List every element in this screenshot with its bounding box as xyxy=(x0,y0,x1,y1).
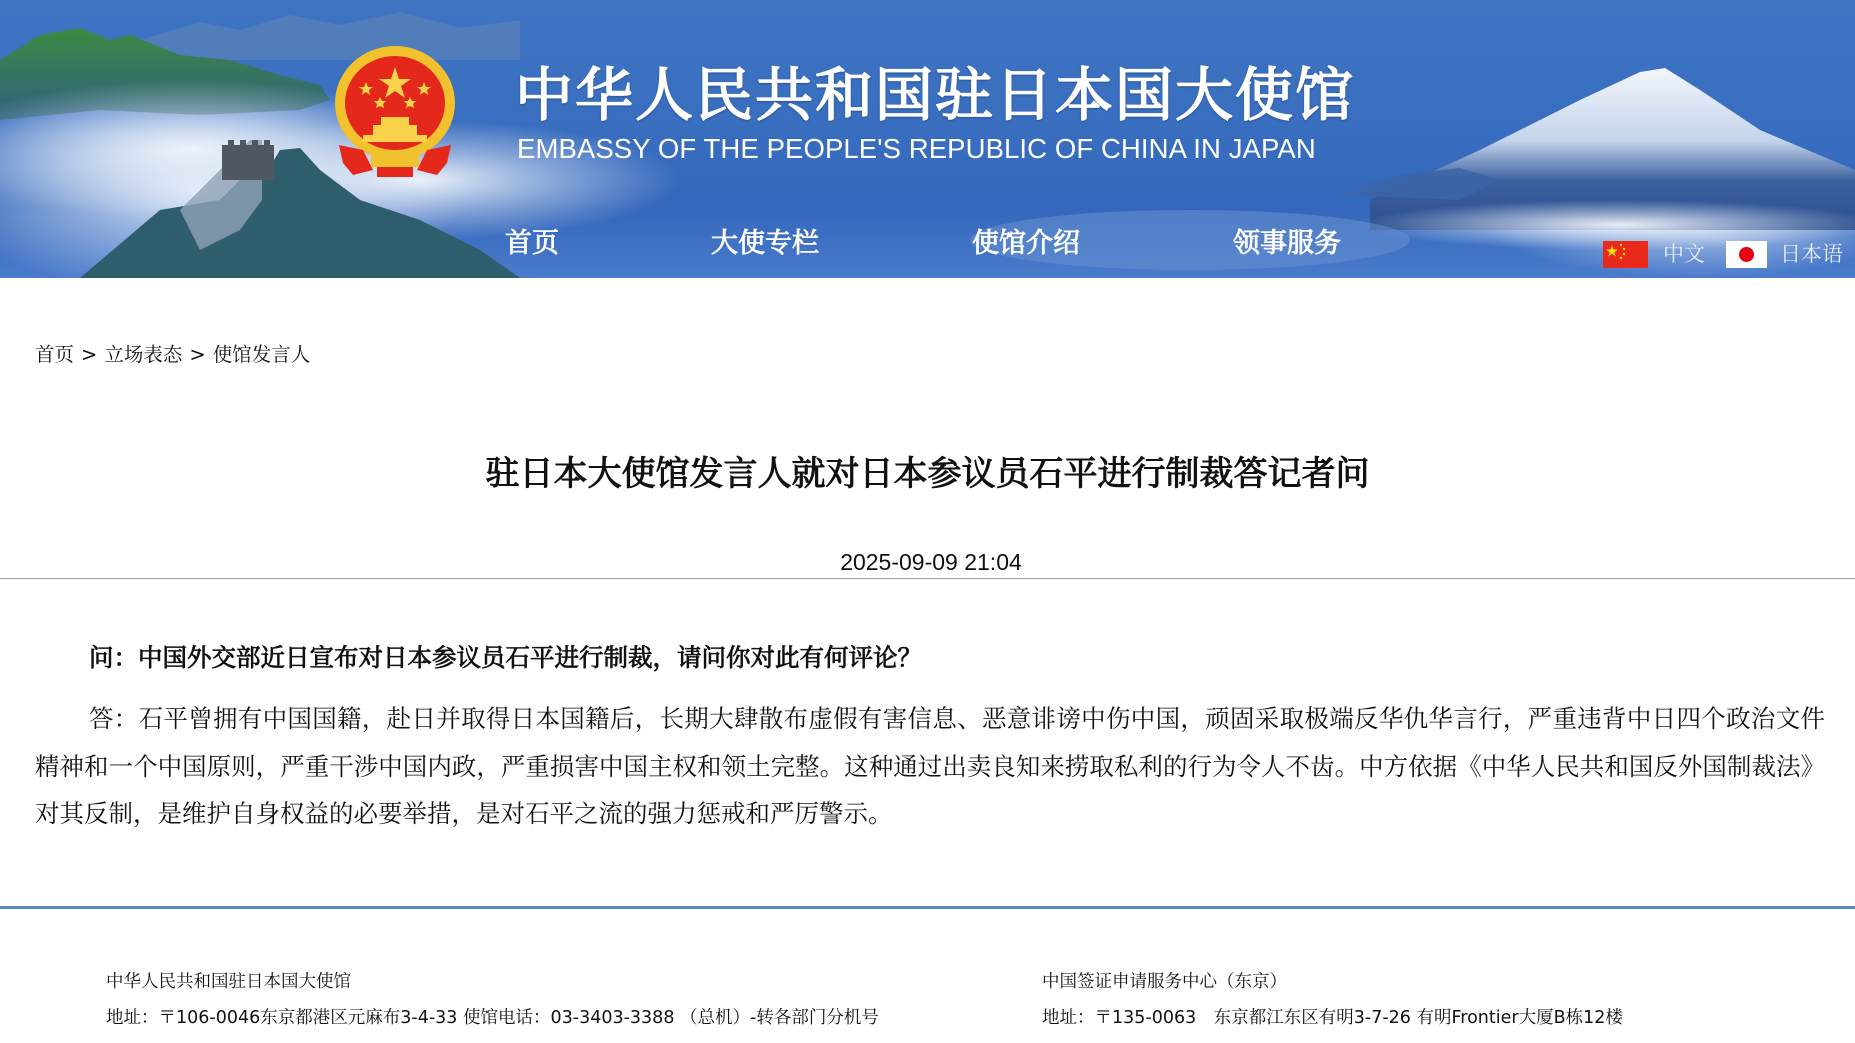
footer-embassy-address: 地址：〒106-0046东京都港区元麻布3-4-33 使馆电话：03-3403-3388 （总机）-转各部门分机号 xyxy=(106,1008,879,1028)
footer-embassy-name: 中华人民共和国驻日本国大使馆 xyxy=(106,972,351,992)
breadcrumb-separator: > xyxy=(81,343,98,366)
article-answer: 答：石平曾拥有中国国籍，赴日并取得日本国籍后，长期大肆散布虚假有害信息、恶意诽谤中伤中国，顽固采取极端反华仇华言行，严重违背中日四个政治文件精神和一个中国原则，严重干涉中国内政，严重损害中国主权和领土完整。这种通过出卖良知来捞取私利的行为令人不齿。中方依据《中华人民共和国反外国制裁法》对其反制，是维护自身权益的必要举措，是对石平之流的强力惩戒和严厉警示。 xyxy=(35,704,1825,828)
header-banner xyxy=(0,0,1855,278)
breadcrumb-positions[interactable]: 立场表态 xyxy=(104,343,183,366)
footer-divider xyxy=(0,906,1855,909)
footer-visa-center-info xyxy=(1042,964,1623,1036)
china-flag-icon[interactable] xyxy=(1603,241,1648,268)
site-title: 中华人民共和国驻日本国大使馆 xyxy=(515,61,1356,129)
breadcrumb xyxy=(35,341,310,369)
footer-visa-center-name: 中国签证申请服务中心（东京） xyxy=(1042,972,1287,992)
article-title: 驻日本大使馆发言人就对日本参议员石平进行制裁答记者问 xyxy=(485,454,1370,494)
nav-item-home[interactable]: 首页 xyxy=(505,228,559,259)
nav-item-consular-services[interactable]: 领事服务 xyxy=(1233,228,1341,259)
language-chinese-link[interactable]: 中文 xyxy=(1663,242,1705,266)
site-subtitle: EMBASSY OF THE PEOPLE'S REPUBLIC OF CHINA IN JAPAN xyxy=(517,133,1316,164)
nav-item-ambassador-column[interactable]: 大使专栏 xyxy=(711,228,819,259)
article-date: 2025-09-09 21:04 xyxy=(840,549,1022,575)
japan-flag-icon[interactable] xyxy=(1726,241,1767,268)
language-japanese-link[interactable]: 日本语 xyxy=(1780,242,1843,266)
breadcrumb-separator: > xyxy=(189,343,206,366)
nav-item-embassy-intro[interactable]: 使馆介绍 xyxy=(972,228,1080,259)
article-question: 问：中国外交部近日宣布对日本参议员石平进行制裁，请问你对此有何评论？ xyxy=(89,643,922,672)
breadcrumb-home[interactable]: 首页 xyxy=(35,343,75,366)
footer-embassy-info xyxy=(106,964,879,1036)
national-emblem-icon xyxy=(333,45,457,179)
footer-visa-center-address: 地址：〒135-0063 东京都江东区有明3-7-26 有明Frontier大厦B栋12楼 xyxy=(1042,1008,1623,1028)
title-divider xyxy=(0,578,1855,579)
breadcrumb-spokesperson[interactable]: 使馆发言人 xyxy=(212,343,311,366)
